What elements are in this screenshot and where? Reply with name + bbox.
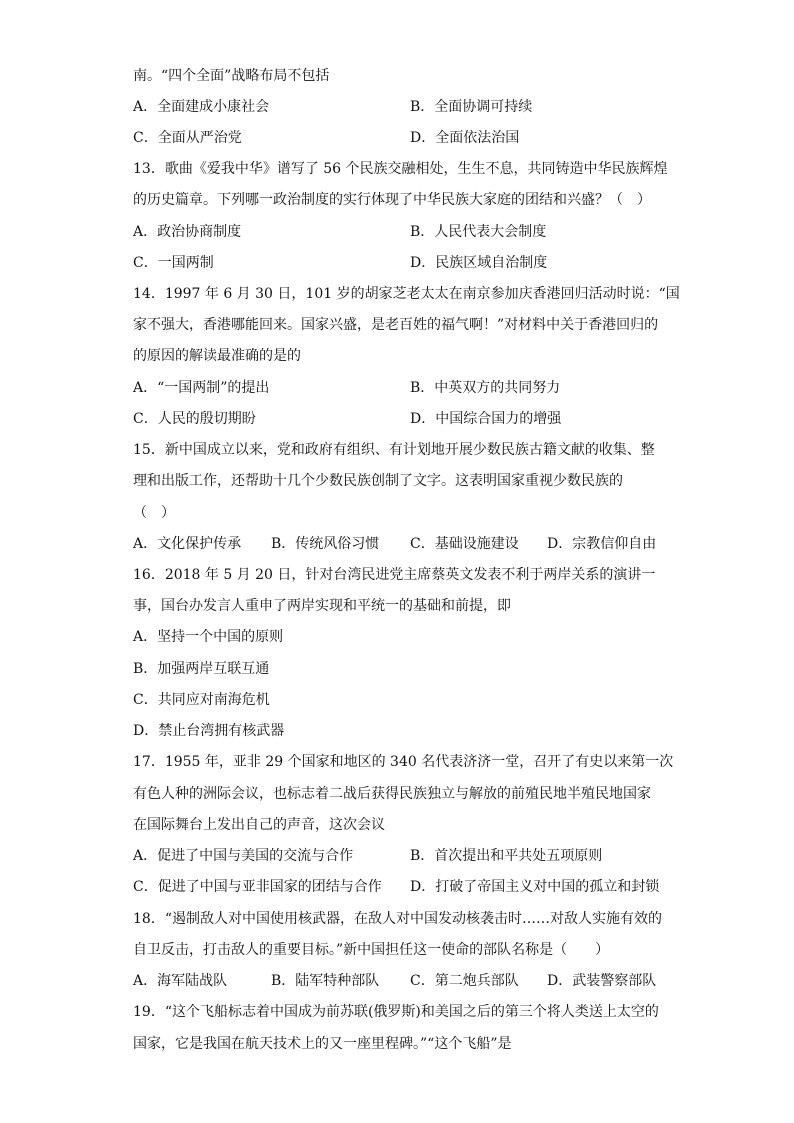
- q13-option-c: C．一国两制: [133, 255, 214, 271]
- q15-line-1: 15．新中国成立以来，党和政府有组织、有计划地开展少数民族古籍文献的收集、整: [133, 442, 655, 458]
- q13-line-1: 13．歌曲《爱我中华》谱写了 56 个民族交融相处，生生不息，共同铸造中华民族辉煌: [133, 161, 668, 177]
- q14-line-1: 14．1997 年 6 月 30 日，101 岁的胡家芝老太太在南京参加庆香港回归活动时说：“国: [133, 286, 680, 302]
- q16-option-c: C．共同应对南海危机: [133, 692, 270, 708]
- q15-line-2: 理和出版工作，还帮助十几个少数民族创制了文字。这表明国家重视少数民族的: [133, 473, 623, 489]
- q17-line-3: 在国际舞台上发出自己的声音，这次会议: [133, 817, 385, 833]
- q18-option-c: C．第二炮兵部队: [410, 973, 519, 989]
- q19-line-1: 19．“这个飞船标志着中国成为前苏联(俄罗斯)和美国之后的第三个将人类送上太空的: [133, 1004, 659, 1020]
- q12-option-a: A．全面建成小康社会: [133, 99, 270, 115]
- q15-option-d: D．宗教信仰自由: [547, 536, 657, 552]
- q17-option-d: D．打破了帝国主义对中国的孤立和封锁: [410, 879, 660, 895]
- q13-option-b: B．人民代表大会制度: [410, 224, 547, 240]
- q18-line-1: 18．“遏制敌人对中国使用核武器，在敌人对中国发动核袭击时……对敌人实施有效的: [133, 911, 662, 927]
- q18-option-b: B．陆军特种部队: [271, 973, 380, 989]
- q13-option-a: A．政治协商制度: [133, 224, 242, 240]
- q18-option-a: A．海军陆战队: [133, 973, 228, 989]
- q17-option-c: C．促进了中国与亚非国家的团结与合作: [133, 879, 382, 895]
- q12-option-c: C．全面从严治党: [133, 130, 242, 146]
- q17-line-2: 有色人种的洲际会议，也标志着二战后获得民族独立与解放的前殖民地半殖民地国家: [133, 786, 651, 802]
- q16-option-b: B．加强两岸互联互通: [133, 661, 270, 677]
- q14-option-d: D．中国综合国力的增强: [410, 411, 562, 427]
- q17-option-b: B．首次提出和平共处五项原则: [410, 848, 603, 864]
- q15-option-a: A．文化保护传承: [133, 536, 242, 552]
- q14-option-c: C．人民的殷切期盼: [133, 411, 256, 427]
- q16-option-d: D．禁止台湾拥有核武器: [133, 723, 285, 739]
- q14-line-2: 家不强大，香港哪能回来。国家兴盛，是老百姓的福气啊！”对材料中关于香港回归的: [133, 317, 659, 333]
- q15-line-3: （ ）: [133, 505, 175, 521]
- q12-option-b: B．全面协调可持续: [410, 99, 533, 115]
- q16-option-a: A．坚持一个中国的原则: [133, 629, 284, 645]
- q13-option-d: D．民族区域自治制度: [410, 255, 548, 271]
- q17-line-1: 17．1955 年，亚非 29 个国家和地区的 340 名代表济济一堂，召开了有史以来第一次: [133, 754, 674, 770]
- q17-option-a: A．促进了中国与美国的交流与合作: [133, 848, 354, 864]
- q18-line-2: 自卫反击，打击敌人的重要目标。”新中国担任这一使命的部队名称是（ ）: [133, 942, 610, 958]
- q13-line-2: 的历史篇章。下列哪一政治制度的实行体现了中华民族大家庭的团结和兴盛？（ ）: [133, 192, 651, 208]
- q14-line-3: 的原因的解读最准确的是的: [133, 348, 301, 364]
- q14-option-a: A．“一国两制”的提出: [133, 380, 270, 396]
- q19-line-2: 国家，它是我国在航天技术上的又一座里程碑。”“这个飞船”是: [133, 1036, 512, 1052]
- q12-tail: 南。“四个全面”战略布局不包括: [133, 68, 330, 84]
- q14-option-b: B．中英双方的共同努力: [410, 380, 561, 396]
- q16-line-1: 16．2018 年 5 月 20 日，针对台湾民进党主席蔡英文发表不利于两岸关系的演讲一: [133, 567, 656, 583]
- q15-option-c: C．基础设施建设: [410, 536, 519, 552]
- q16-line-2: 事，国台办发言人重申了两岸实现和平统一的基础和前提，即: [133, 598, 511, 614]
- q12-option-d: D．全面依法治国: [410, 130, 520, 146]
- q15-option-b: B．传统风俗习惯: [271, 536, 380, 552]
- q18-option-d: D．武装警察部队: [547, 973, 657, 989]
